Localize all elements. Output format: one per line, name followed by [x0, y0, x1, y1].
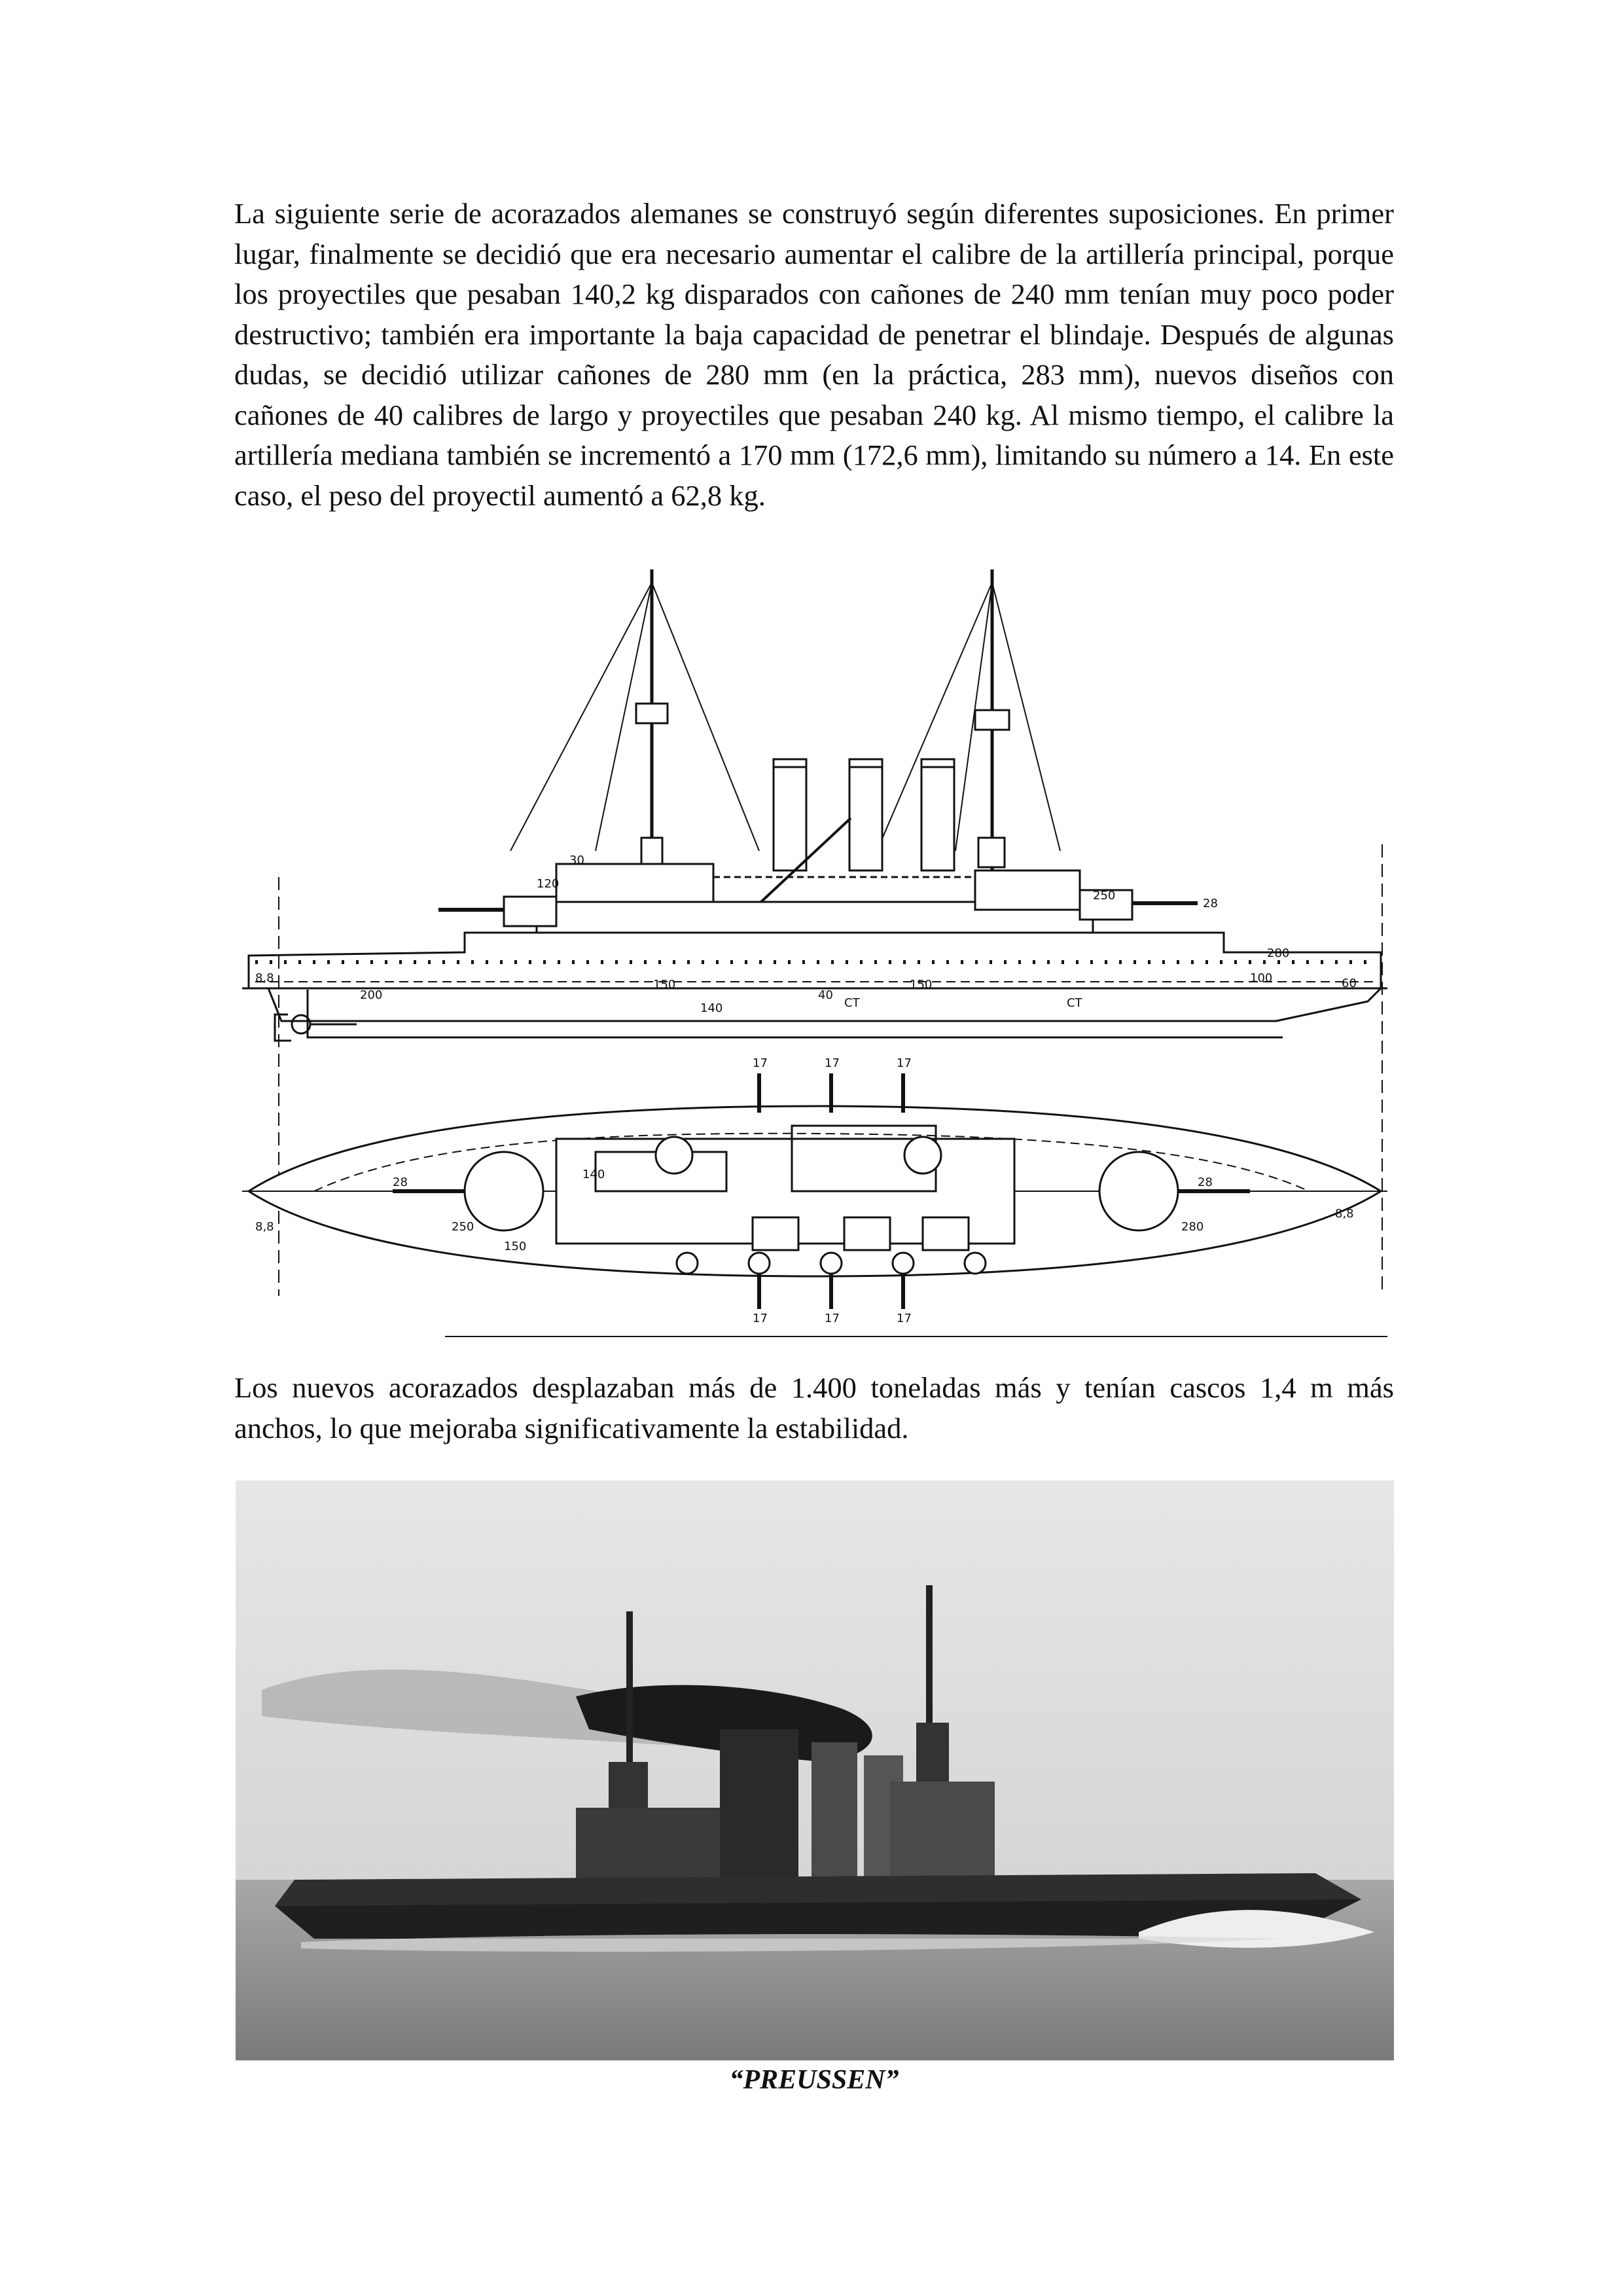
label-armor-60: 60 [1342, 977, 1357, 990]
label-small-gun-aft: 8,8 [255, 971, 274, 985]
label-armor-140: 140 [700, 1001, 723, 1015]
label-sec-top-1: 17 [753, 1056, 768, 1070]
label-small-gun-plan-aft: 8,8 [255, 1220, 274, 1234]
label-plan-150: 150 [504, 1240, 527, 1253]
label-main-gun-fwd: 28 [1203, 897, 1218, 910]
ct-label-aft: CT [844, 996, 860, 1010]
label-armor-250: 250 [1093, 889, 1116, 903]
ct-label-fwd: CT [1067, 996, 1082, 1010]
label-small-gun-plan-fwd: 8,8 [1335, 1207, 1354, 1221]
label-armor-120: 120 [537, 877, 560, 891]
label-plan-280: 280 [1181, 1220, 1204, 1234]
preussen-photo [236, 1480, 1394, 2060]
label-armor-30: 30 [569, 853, 584, 867]
label-armor-150-b: 150 [910, 978, 933, 992]
label-armor-100: 100 [1250, 971, 1273, 985]
second-paragraph: Los nuevos acorazados desplazaban más de 1.400 toneladas más y tenían cascos 1,4 m más anchos, lo que mejoraba significativamente la estabilidad. [234, 1371, 1394, 1444]
label-main-gun-aft-plan: 28 [393, 1175, 408, 1189]
label-sec-top-2: 17 [825, 1056, 840, 1070]
label-plan-140: 140 [582, 1168, 605, 1181]
label-sec-bot-2: 17 [825, 1312, 840, 1325]
label-armor-40: 40 [818, 988, 833, 1002]
ship-plan-drawing [229, 563, 1394, 1342]
label-sec-top-3: 17 [897, 1056, 912, 1070]
preussen-photo-drawing [236, 1480, 1394, 2060]
label-armor-280: 280 [1267, 946, 1290, 960]
label-sec-bot-3: 17 [897, 1312, 912, 1325]
ship-plan-figure [229, 563, 1394, 1342]
label-plan-250: 250 [452, 1220, 474, 1234]
label-sec-bot-1: 17 [753, 1312, 768, 1325]
intro-paragraph: La siguiente serie de acorazados alemanes se construyó según diferentes suposiciones. En primer lugar, finalmente se decidió que era necesario aumentar el calibre de la artillería principal, porque los proyectiles que pesaban 140,2 kg disparados con cañones de 240 mm tenían muy poco poder destructivo; también era importante la baja capacidad de penetrar el blindaje. Después de algunas dudas, se decidió utilizar cañones de 280 mm (en la práctica, 283 mm), nuevos diseños con cañones de 40 calibres de largo y proyectiles que pesaban 240 kg. Al mismo tiempo, el calibre la artillería mediana también se incrementó a 170 mm (172,6 mm), limitando su número a 14. En este caso, el peso del proyectil aumentó a 62,8 kg. [234, 197, 1394, 512]
photo-caption: “PREUSSEN” [729, 2065, 899, 2095]
label-armor-200: 200 [360, 988, 383, 1002]
label-main-gun-fwd-plan: 28 [1198, 1175, 1213, 1189]
deck-plan [242, 1056, 1387, 1336]
label-armor-150-a: 150 [653, 978, 676, 992]
